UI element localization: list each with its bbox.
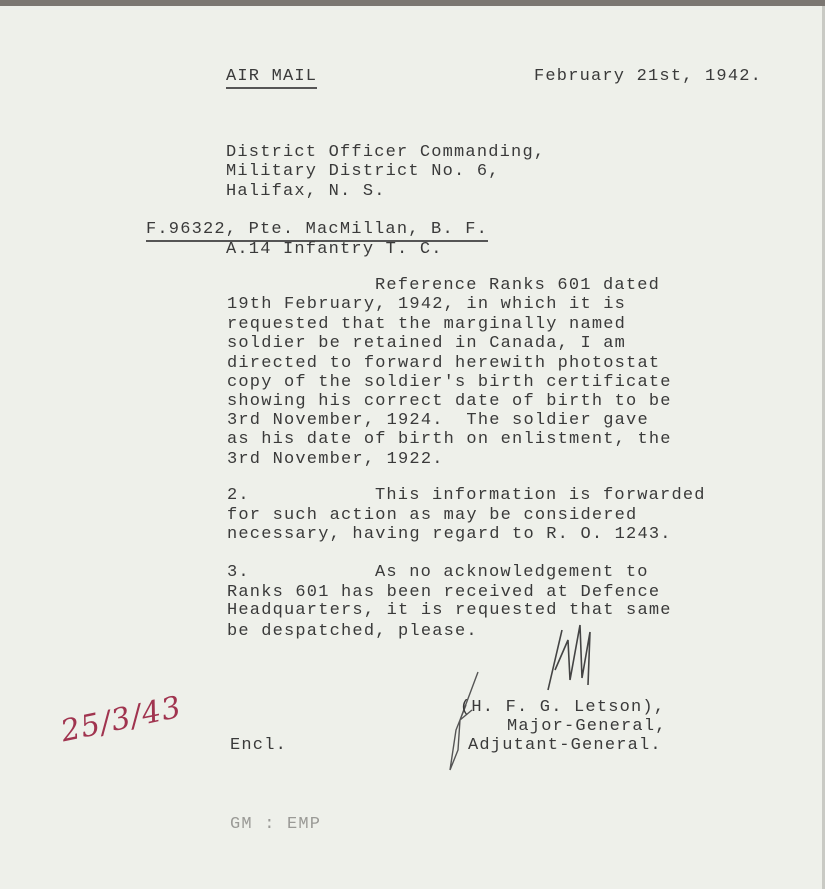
paragraph-2-number: 2.	[227, 486, 250, 505]
address-line: Halifax, N. S.	[226, 182, 386, 201]
address-line: District Officer Commanding,	[226, 143, 546, 162]
subject-line: F.96322, Pte. MacMillan, B. F.	[146, 220, 488, 242]
letter-date: February 21st, 1942.	[534, 67, 763, 86]
paragraph-2-line: for such action as may be considered	[227, 506, 638, 525]
top-border	[0, 0, 825, 6]
paragraph-2-first: This information is forwarded	[375, 486, 706, 505]
signatory-name: (H. F. G. Letson),	[460, 698, 666, 717]
signatory-rank: Major-General,	[507, 717, 667, 736]
paragraph-1-line: copy of the soldier's birth certificate	[227, 373, 672, 392]
air-mail-label: AIR MAIL	[226, 67, 317, 89]
paragraph-1-first: Reference Ranks 601 dated	[375, 276, 661, 295]
enclosure-note: Encl.	[230, 736, 288, 755]
address-line: Military District No. 6,	[226, 162, 500, 181]
paragraph-3-line: Ranks 601 has been received at Defence	[227, 583, 661, 602]
paragraph-3-line: Headquarters, it is requested that same	[227, 601, 672, 620]
paragraph-1-line: directed to forward herewith photostat	[227, 354, 661, 373]
reference-initials: GM : EMP	[230, 815, 322, 834]
paragraph-1-line: as his date of birth on enlistment, the	[227, 430, 672, 449]
paragraph-3-line: be despatched, please.	[227, 622, 478, 641]
paragraph-3-first: As no acknowledgement to	[375, 563, 649, 582]
paragraph-3-number: 3.	[227, 563, 250, 582]
handwritten-date: 25/3/43	[57, 689, 185, 750]
paragraph-1-line: requested that the marginally named	[227, 315, 627, 334]
paragraph-1-line: showing his correct date of birth to be	[227, 392, 672, 411]
paragraph-1-line: 3rd November, 1922.	[227, 450, 444, 469]
paragraph-1-line: soldier be retained in Canada, I am	[227, 334, 627, 353]
paragraph-2-line: necessary, having regard to R. O. 1243.	[227, 525, 672, 544]
subject-line: A.14 Infantry T. C.	[226, 240, 443, 259]
paragraph-1-line: 19th February, 1942, in which it is	[227, 295, 627, 314]
signatory-title: Adjutant-General.	[468, 736, 662, 755]
paragraph-1-line: 3rd November, 1924. The soldier gave	[227, 411, 649, 430]
